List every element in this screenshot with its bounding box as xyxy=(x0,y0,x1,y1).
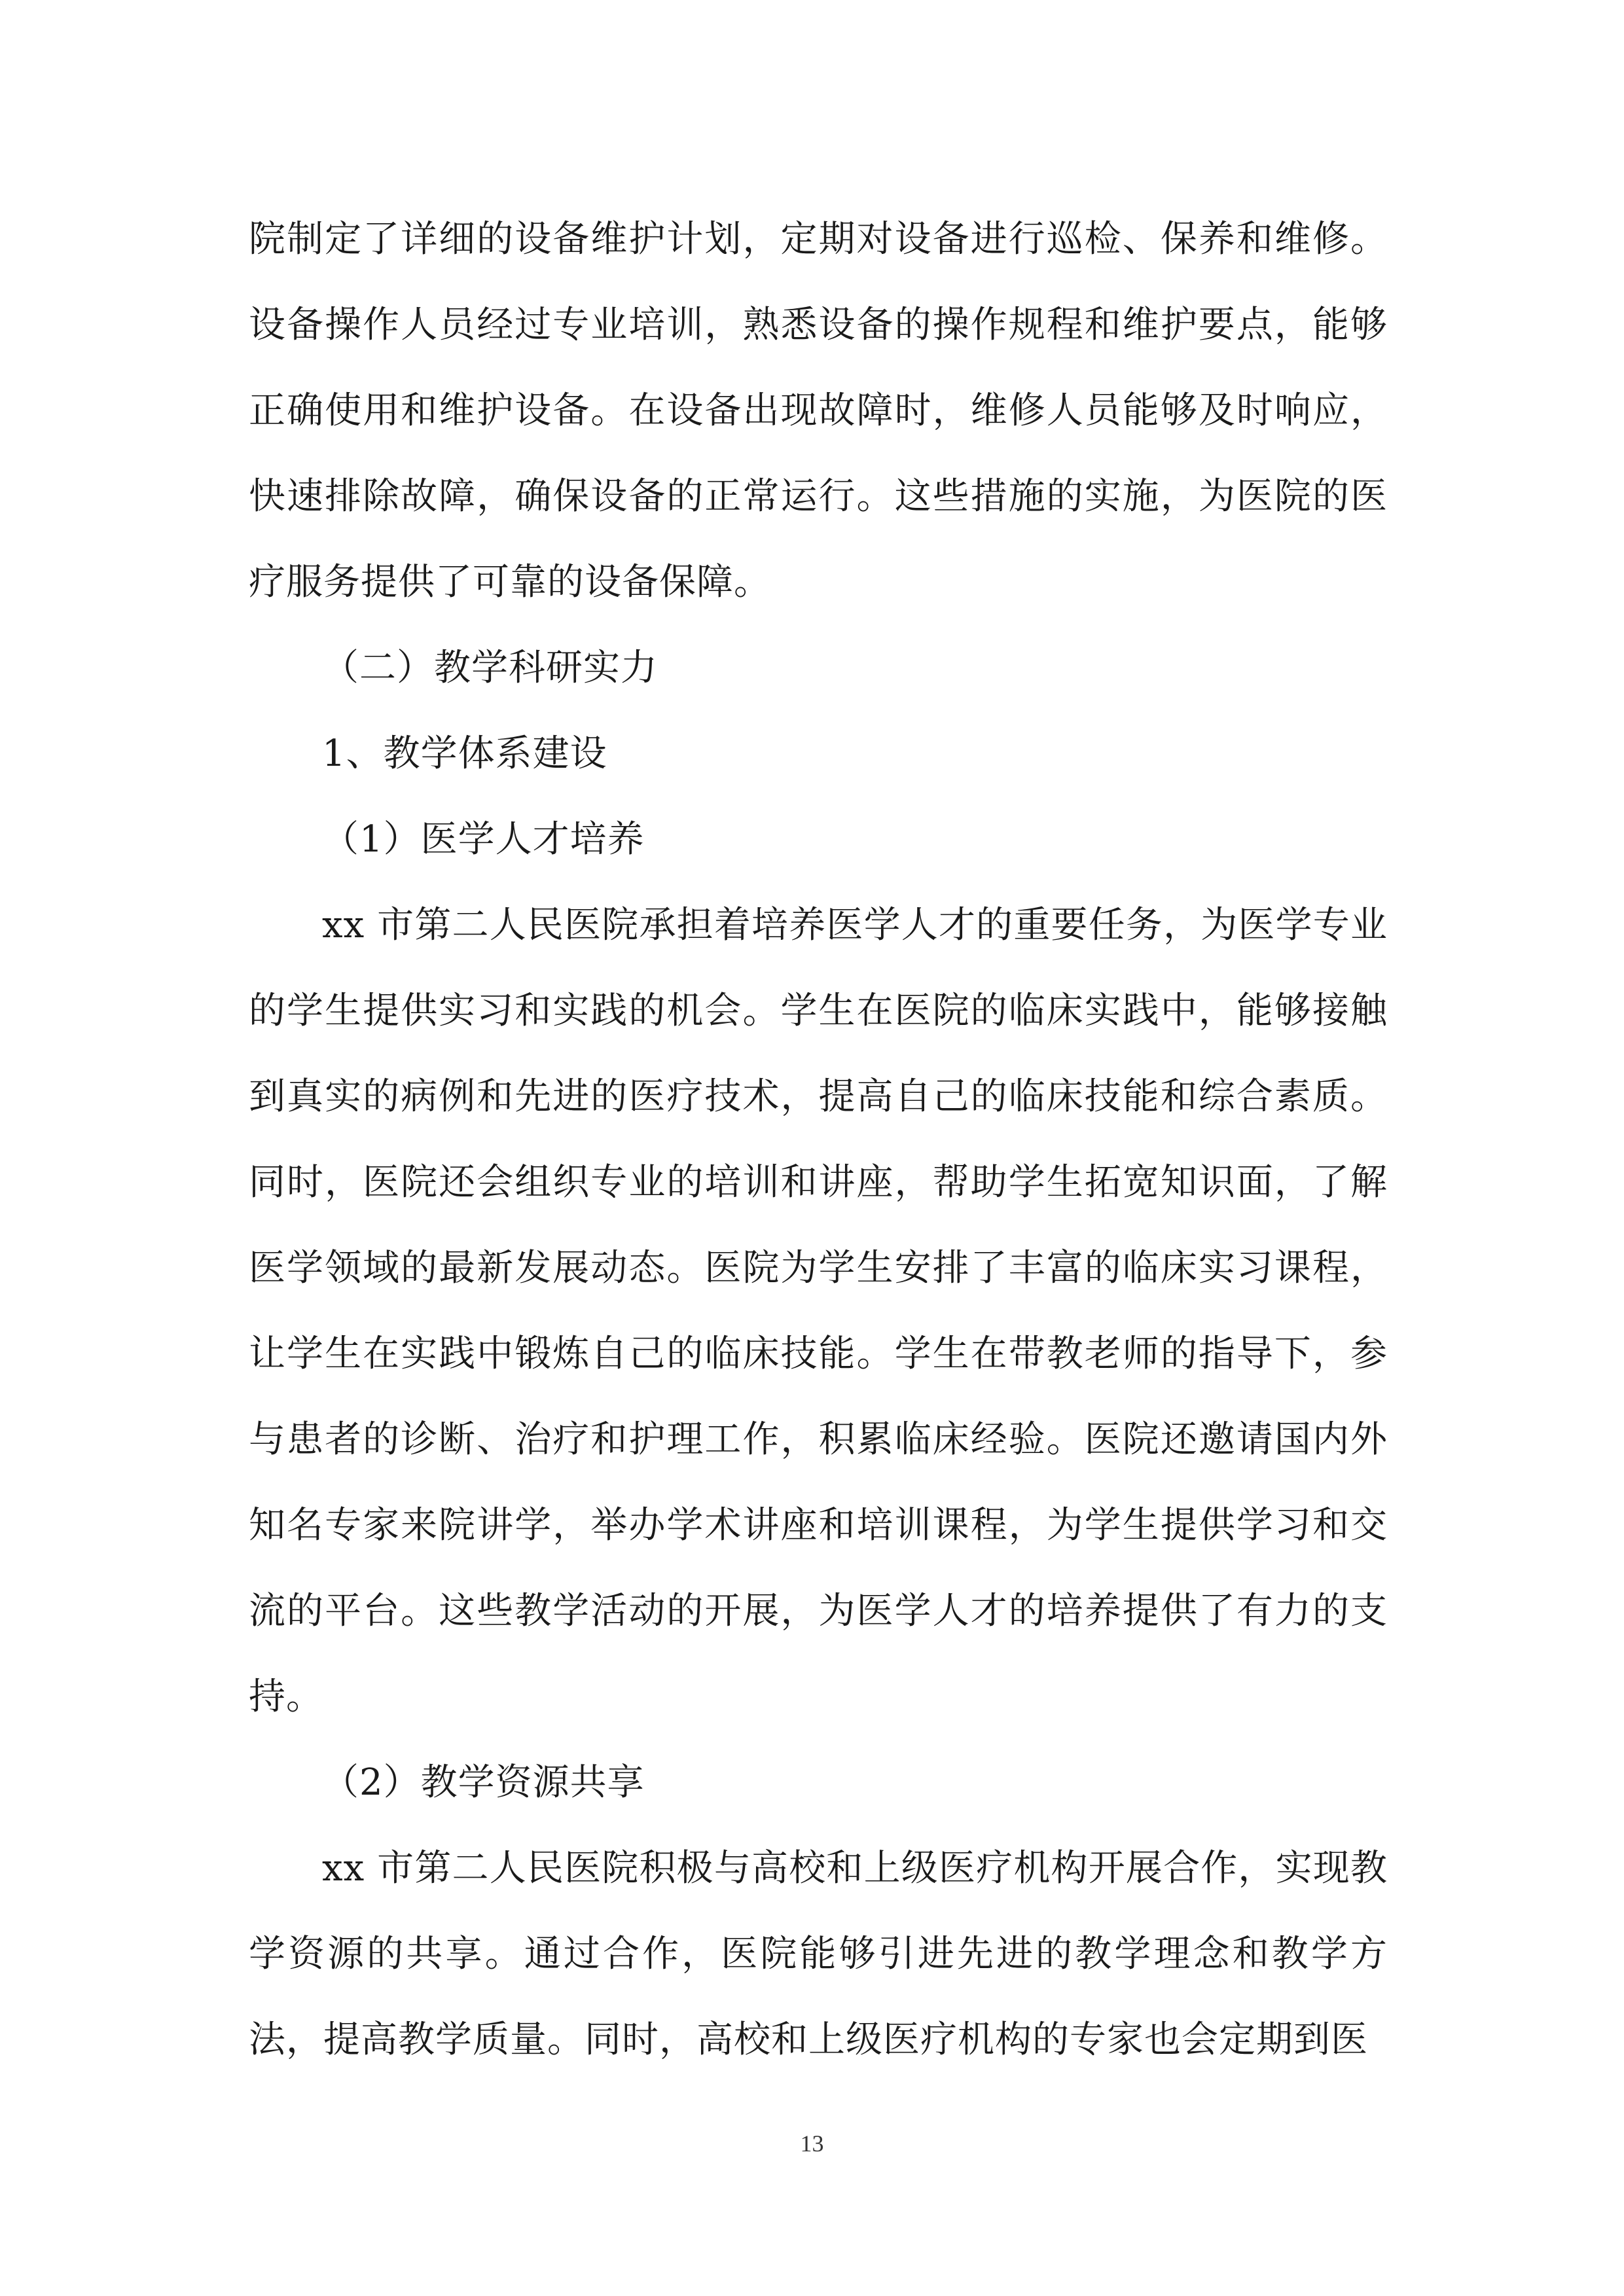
paragraph-resource-sharing: xx 市第二人民医院积极与高校和上级医疗机构开展合作，实现教学资源的共享。通过合作，医院能够引进先进的教学理念和教学方法，提高教学质量。同时，高校和上级医疗机构的专家也会定期到医 xyxy=(249,1847,1388,2061)
item-heading-talent-training: （1）医学人才培养 xyxy=(322,818,645,861)
document-body xyxy=(249,196,1388,2083)
subsection-heading-teaching-system: 1、教学体系建设 xyxy=(322,732,607,775)
page-number: 13 xyxy=(800,2130,824,2157)
section-heading-teaching-research: （二）教学科研实力 xyxy=(322,647,658,689)
paragraph-talent-training: xx 市第二人民医院承担着培养医学人才的重要任务，为医学专业的学生提供实习和实践的机会。学生在医院的临床实践中，能够接触到真实的病例和先进的医疗技术，提高自己的临床技能和综合素质。同时，医院还会组织专业的培训和讲座，帮助学生拓宽知识面，了解医学领域的最新发展动态。医院为学生安排了丰富的临床实习课程，让学生在实践中锻炼自己的临床技能。学生在带教老师的指导下，参与患者的诊断、治疗和护理工作，积累临床经验。医院还邀请国内外知名专家来院讲学，举办学术讲座和培训课程，为学生提供学习和交流的平台。这些教学活动的开展，为医学人才的培养提供了有力的支持。 xyxy=(249,904,1388,1718)
paragraph-equipment-maintenance: 院制定了详细的设备维护计划，定期对设备进行巡检、保养和维修。设备操作人员经过专业培训，熟悉设备的操作规程和维护要点，能够正确使用和维护设备。在设备出现故障时，维修人员能够及时响应，快速排除故障，确保设备的正常运行。这些措施的实施，为医院的医疗服务提供了可靠的设备保障。 xyxy=(249,218,1388,603)
item-heading-resource-sharing: （2）教学资源共享 xyxy=(322,1761,645,1804)
